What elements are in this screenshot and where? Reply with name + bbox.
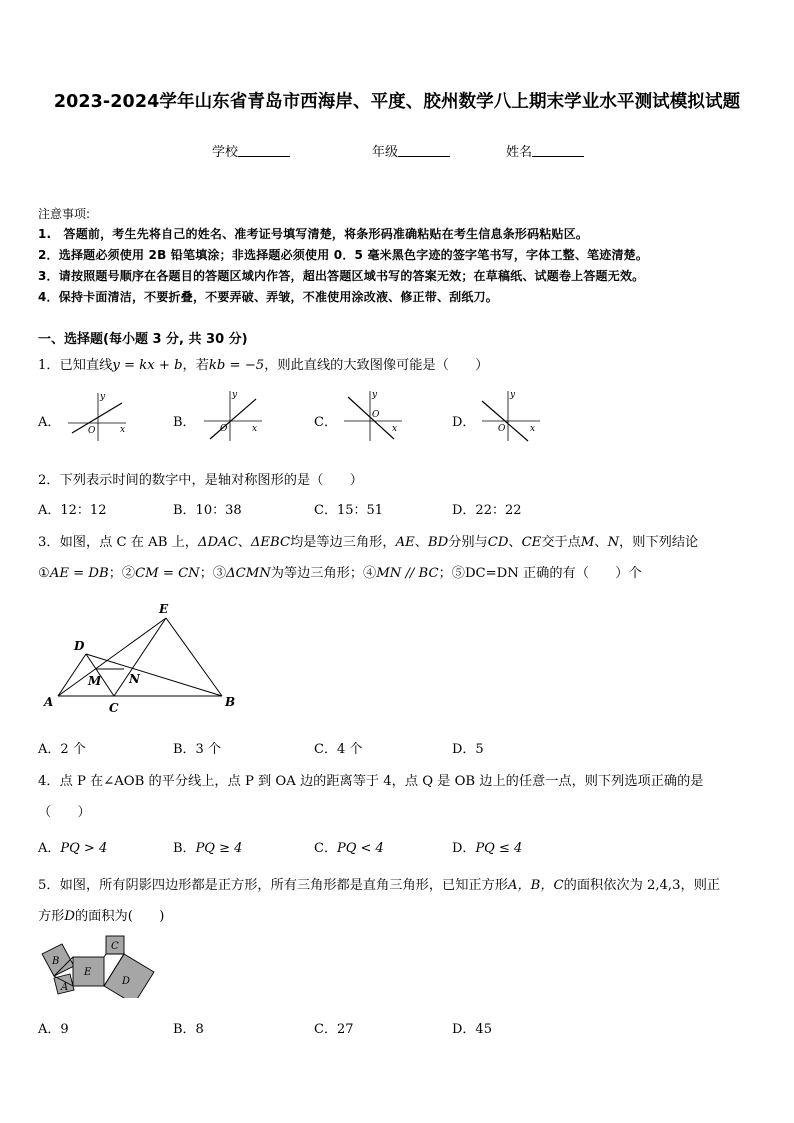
q3-math: ΔCMN bbox=[226, 566, 271, 581]
q4-option-d[interactable] bbox=[452, 837, 522, 856]
question-4-paren: （ ） bbox=[38, 805, 91, 820]
square-b-label: B bbox=[52, 956, 60, 967]
q3-option-b[interactable]: B．3 个 bbox=[173, 742, 221, 757]
q3-text: 、 bbox=[414, 535, 428, 550]
question-5-stem-line2 bbox=[38, 905, 164, 924]
q4-option-b[interactable] bbox=[173, 837, 242, 856]
point-n-label: N bbox=[129, 672, 140, 686]
q1-option-c-graph[interactable] bbox=[340, 387, 404, 443]
origin-label: O bbox=[88, 426, 96, 436]
x-axis-label: x bbox=[252, 424, 258, 434]
q1-option-c-label[interactable]: C． bbox=[314, 415, 337, 430]
page-title: 2023-2024学年山东省青岛市西海岸、平度、胶州数学八上期末学业水平测试模拟试题 bbox=[53, 92, 741, 112]
point-d-label: D bbox=[74, 639, 85, 653]
q4-option-c-expr: PQ < 4 bbox=[336, 841, 384, 856]
q4-option-a-label: A． bbox=[38, 841, 61, 856]
name-field[interactable] bbox=[506, 141, 584, 160]
q3-text: 、 bbox=[594, 535, 608, 550]
q4-option-a-expr: PQ > 4 bbox=[60, 841, 108, 856]
note-item: 4．保持卡面清洁，不要折叠，不要弄破、弄皱，不准使用涂改液、修正带、刮纸刀。 bbox=[38, 290, 498, 304]
q1-option-a-label[interactable]: A． bbox=[38, 415, 61, 430]
question-2-stem: 2．下列表示时间的数字中，是轴对称图形的是（ ） bbox=[38, 473, 363, 488]
note-item: 2．选择题必须使用 2B 铅笔填涂；非选择题必须使用 0．5 毫米黑色字迹的签字笔书写，字体工整、笔迹清楚。 bbox=[38, 248, 649, 262]
q5-text: 5．如图，所有阴影四边形都是正方形，所有三角形都是直角三角形，已知正方形 bbox=[38, 878, 508, 893]
q5-squares-figure bbox=[36, 934, 160, 998]
q3-text: ① bbox=[38, 566, 50, 581]
y-axis-label: y bbox=[510, 390, 516, 400]
question-5-stem-line1 bbox=[38, 874, 720, 893]
q3-text: 3．如图，点 C 在 AB 上， bbox=[38, 535, 198, 550]
origin-label: O bbox=[498, 424, 506, 434]
square-a-label: A bbox=[61, 982, 69, 993]
q3-text: 交于点 bbox=[541, 535, 581, 550]
q5-math: A，B，C bbox=[507, 878, 564, 893]
square-c-label: C bbox=[111, 941, 119, 952]
q3-math: ΔEBC bbox=[250, 535, 291, 550]
q3-math: CD bbox=[487, 535, 509, 550]
school-field[interactable] bbox=[212, 141, 290, 160]
school-label: 学校 bbox=[212, 145, 239, 160]
q3-triangle-figure bbox=[38, 598, 244, 718]
q3-math: M bbox=[580, 535, 595, 550]
grade-label: 年级 bbox=[372, 145, 399, 160]
q4-option-b-expr: PQ ≥ 4 bbox=[195, 841, 243, 856]
q1-text: 1．已知直线 bbox=[38, 358, 113, 373]
x-axis-label: x bbox=[530, 424, 536, 434]
q3-text: ；⑤DC=DN 正确的有（ ）个 bbox=[438, 566, 642, 581]
square-d-label: D bbox=[122, 976, 131, 987]
q5-option-d[interactable]: D．45 bbox=[452, 1022, 492, 1037]
square-e-label: E bbox=[84, 967, 92, 978]
q5-option-b[interactable]: B．8 bbox=[173, 1022, 204, 1037]
x-axis-label: x bbox=[120, 425, 126, 435]
origin-label: O bbox=[220, 424, 228, 434]
point-a-label: A bbox=[44, 695, 54, 709]
q1-option-b-graph[interactable] bbox=[200, 387, 264, 443]
q3-text: ，则下列结论 bbox=[619, 535, 699, 550]
y-axis-label: y bbox=[372, 390, 378, 400]
q4-option-c[interactable] bbox=[314, 837, 384, 856]
q1-option-b-label[interactable]: B． bbox=[173, 415, 196, 430]
q3-math: AE = DB bbox=[49, 566, 109, 581]
notes-heading: 注意事项: bbox=[38, 207, 91, 221]
point-m-label: M bbox=[88, 674, 102, 688]
q3-text: 均是等边三角形， bbox=[290, 535, 396, 550]
q1-option-a-graph[interactable] bbox=[64, 387, 128, 443]
q4-option-d-expr: PQ ≤ 4 bbox=[475, 841, 523, 856]
point-b-label: B bbox=[225, 695, 236, 709]
q3-option-c[interactable]: C．4 个 bbox=[314, 742, 363, 757]
q3-math: MN // BC bbox=[376, 566, 439, 581]
q3-math: ΔDAC bbox=[197, 535, 238, 550]
q1-option-d-graph[interactable] bbox=[478, 387, 542, 443]
question-1-stem bbox=[38, 354, 488, 373]
question-3-stem-line1 bbox=[38, 531, 698, 550]
q3-text: 为等边三角形；④ bbox=[270, 566, 377, 581]
q5-text: 的面积为( ) bbox=[74, 909, 165, 924]
q3-text: ；③ bbox=[199, 566, 227, 581]
q3-option-d[interactable]: D．5 bbox=[452, 742, 484, 757]
q3-math: N bbox=[607, 535, 620, 550]
q3-text: 、 bbox=[508, 535, 522, 550]
q3-text: 、 bbox=[237, 535, 251, 550]
point-e-label: E bbox=[159, 602, 169, 616]
q5-text: 方形 bbox=[38, 909, 65, 924]
q2-option-b[interactable]: B．10：38 bbox=[173, 503, 242, 518]
name-label: 姓名 bbox=[506, 145, 533, 160]
section-heading: 一、选择题(每小题 3 分, 共 30 分) bbox=[38, 332, 248, 347]
q3-option-a[interactable]: A．2 个 bbox=[38, 742, 86, 757]
q5-option-a[interactable]: A．9 bbox=[38, 1022, 69, 1037]
q3-math: AE bbox=[395, 535, 415, 550]
name-blank[interactable] bbox=[532, 144, 584, 157]
q3-math: CE bbox=[521, 535, 542, 550]
x-axis-label: x bbox=[392, 424, 398, 434]
q1-text: ，则此直线的大致图像可能是（ ） bbox=[264, 358, 489, 373]
grade-field[interactable] bbox=[372, 141, 450, 160]
q4-option-a[interactable] bbox=[38, 837, 107, 856]
question-4-stem: 4．点 P 在∠AOB 的平分线上，点 P 到 OA 边的距离等于 4，点 Q 是 OB 边上的任意一点，则下列选项正确的是 bbox=[38, 774, 704, 789]
q4-option-d-label: D． bbox=[452, 841, 476, 856]
q5-text: 的面积依次为 2,4,3，则正 bbox=[563, 878, 721, 893]
origin-label: O bbox=[372, 410, 380, 420]
q5-math: D bbox=[64, 909, 75, 924]
q2-option-a[interactable]: A．12：12 bbox=[38, 503, 107, 518]
q3-math: CM = CN bbox=[135, 566, 200, 581]
q2-option-c[interactable]: C．15：51 bbox=[314, 503, 384, 518]
y-axis-label: y bbox=[100, 392, 106, 402]
q3-text: 分别与 bbox=[448, 535, 488, 550]
q3-text: ；② bbox=[108, 566, 136, 581]
q1-text: ，若 bbox=[182, 358, 209, 373]
q1-equation: y = kx + b bbox=[112, 358, 183, 373]
q1-option-d-label[interactable]: D． bbox=[452, 415, 476, 430]
grade-blank[interactable] bbox=[398, 144, 450, 157]
q1-condition: kb = −5 bbox=[208, 358, 265, 373]
q4-option-c-label: C． bbox=[314, 841, 337, 856]
note-item: 3．请按照题号顺序在各题目的答题区域内作答，超出答题区域书写的答案无效；在草稿纸、试题卷上答题无效。 bbox=[38, 269, 645, 283]
note-item: 1. 答题前，考生先将自己的姓名、准考证号填写清楚，将条形码准确粘贴在考生信息条形码粘贴区。 bbox=[38, 227, 589, 241]
point-c-label: C bbox=[109, 701, 119, 715]
q3-math: BD bbox=[427, 535, 449, 550]
q5-option-c[interactable]: C．27 bbox=[314, 1022, 354, 1037]
q4-option-b-label: B． bbox=[173, 841, 196, 856]
q2-option-d[interactable]: D．22：22 bbox=[452, 503, 522, 518]
y-axis-label: y bbox=[232, 390, 238, 400]
question-3-stem-line2 bbox=[38, 562, 642, 581]
school-blank[interactable] bbox=[238, 144, 290, 157]
